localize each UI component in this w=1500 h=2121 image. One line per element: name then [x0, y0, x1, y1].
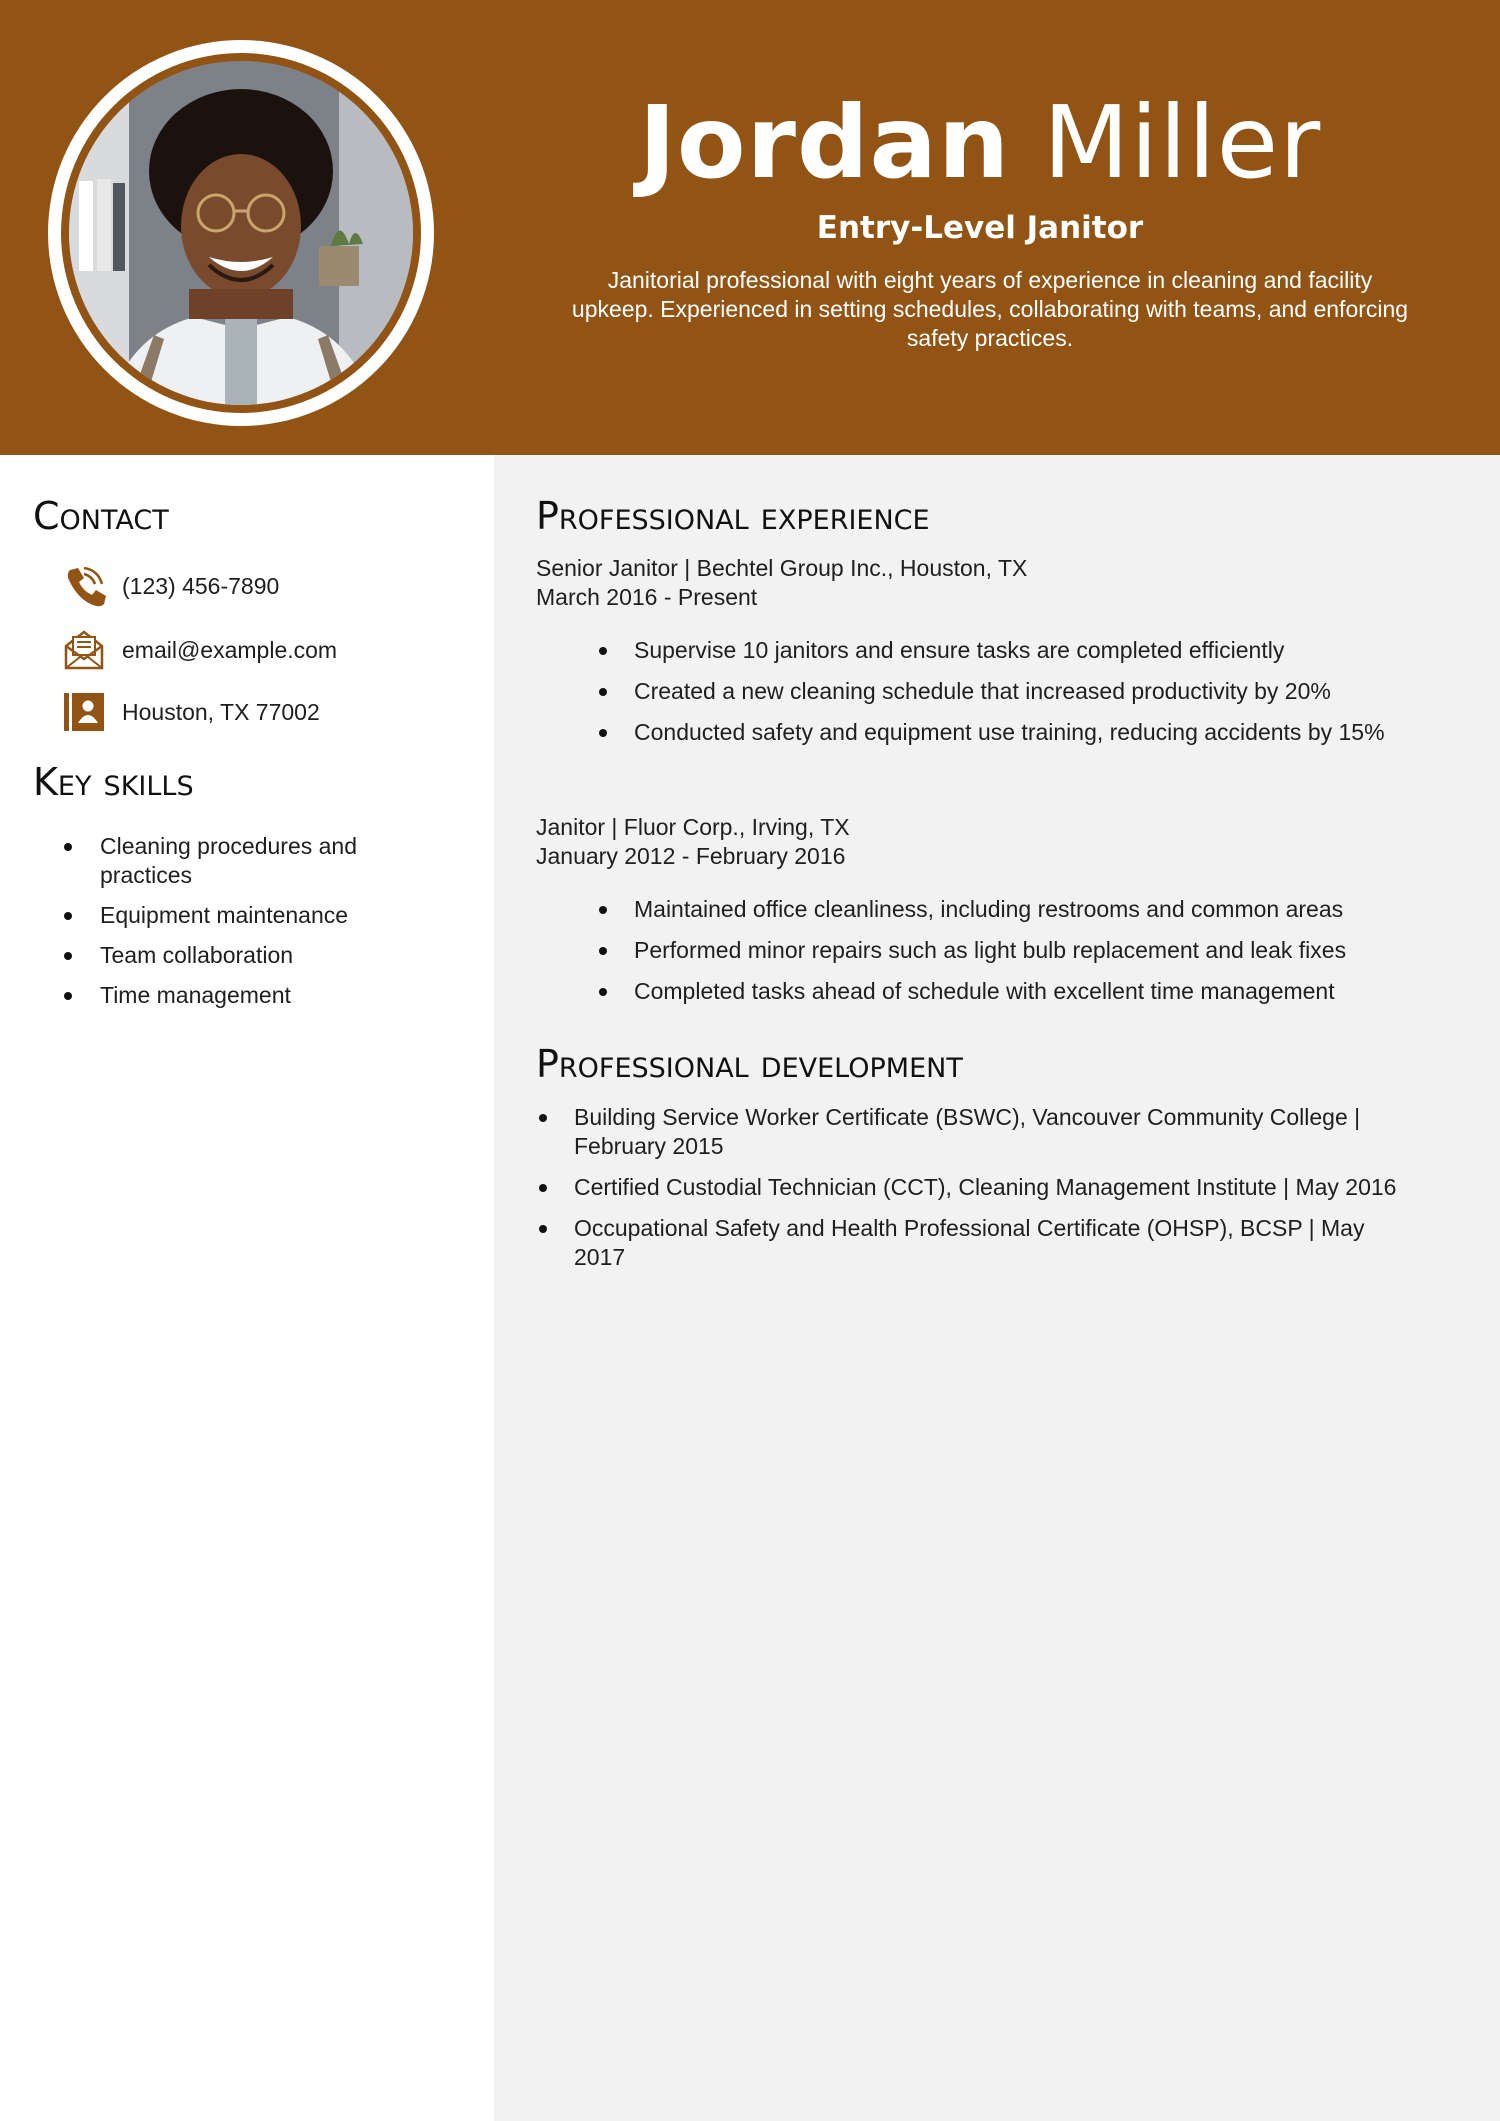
- job-role-line: Janitor | Fluor Corp., Irving, TX: [536, 814, 850, 840]
- contact-email: [62, 628, 337, 672]
- address-text: Houston, TX 77002: [122, 698, 320, 725]
- development-heading: Professional development: [536, 1042, 963, 1086]
- job-bullet: Performed minor repairs such as light bulb replacement and leak fixes: [596, 936, 1436, 965]
- envelope-icon: [62, 628, 106, 672]
- development-item: Building Service Worker Certificate (BSWC), Vancouver Community College | February 2015: [536, 1103, 1416, 1161]
- job-bullet: Maintained office cleanliness, including restrooms and common areas: [596, 895, 1436, 924]
- skills-list: [62, 832, 392, 1021]
- last-name: Miller: [1043, 84, 1322, 201]
- candidate-name: [560, 84, 1400, 201]
- first-name: Jordan: [638, 84, 1011, 201]
- job-dates: January 2012 - February 2016: [536, 843, 846, 869]
- development-item: Occupational Safety and Health Professional Certificate (OHSP), BCSP | May 2017: [536, 1214, 1416, 1272]
- job-bullet: Completed tasks ahead of schedule with excellent time management: [596, 977, 1436, 1006]
- job-role-line: Senior Janitor | Bechtel Group Inc., Houston, TX: [536, 555, 1028, 581]
- skill-item: Equipment maintenance: [62, 901, 392, 930]
- summary: Janitorial professional with eight years of experience in cleaning and facility upkeep. Experienced in setting schedules, collaborating with teams, and enforcing safety practices.: [571, 267, 1409, 351]
- job-bullets: [596, 895, 1436, 1018]
- contact-address: [62, 690, 320, 734]
- job-bullet: Supervise 10 janitors and ensure tasks are completed efficiently: [596, 636, 1416, 665]
- experience-heading: Professional experience: [536, 494, 930, 538]
- skill-item: Cleaning procedures and practices: [62, 832, 392, 890]
- development-item: Certified Custodial Technician (CCT), Cleaning Management Institute | May 2016: [536, 1173, 1416, 1202]
- skills-heading: Key skills: [33, 760, 194, 804]
- job-bullet: Conducted safety and equipment use training, reducing accidents by 15%: [596, 718, 1416, 747]
- development-list: [536, 1103, 1416, 1284]
- skill-item: Team collaboration: [62, 941, 392, 970]
- profile-photo: [69, 61, 413, 405]
- header-banner: [0, 0, 1500, 455]
- email-text: email@example.com: [122, 636, 338, 663]
- skill-item: Time management: [62, 981, 392, 1010]
- phone-icon: [62, 564, 106, 608]
- contact-heading: Contact: [33, 494, 169, 538]
- job-bullet: Created a new cleaning schedule that increased productivity by 20%: [596, 677, 1416, 706]
- job-bullets: [596, 636, 1416, 759]
- address-book-icon: [62, 690, 106, 734]
- profile-photo-frame: [48, 40, 434, 426]
- job-dates: March 2016 - Present: [536, 584, 758, 610]
- contact-phone: [62, 564, 279, 608]
- job-title: Entry-Level Janitor: [816, 210, 1144, 246]
- phone-text: (123) 456-7890: [122, 572, 280, 599]
